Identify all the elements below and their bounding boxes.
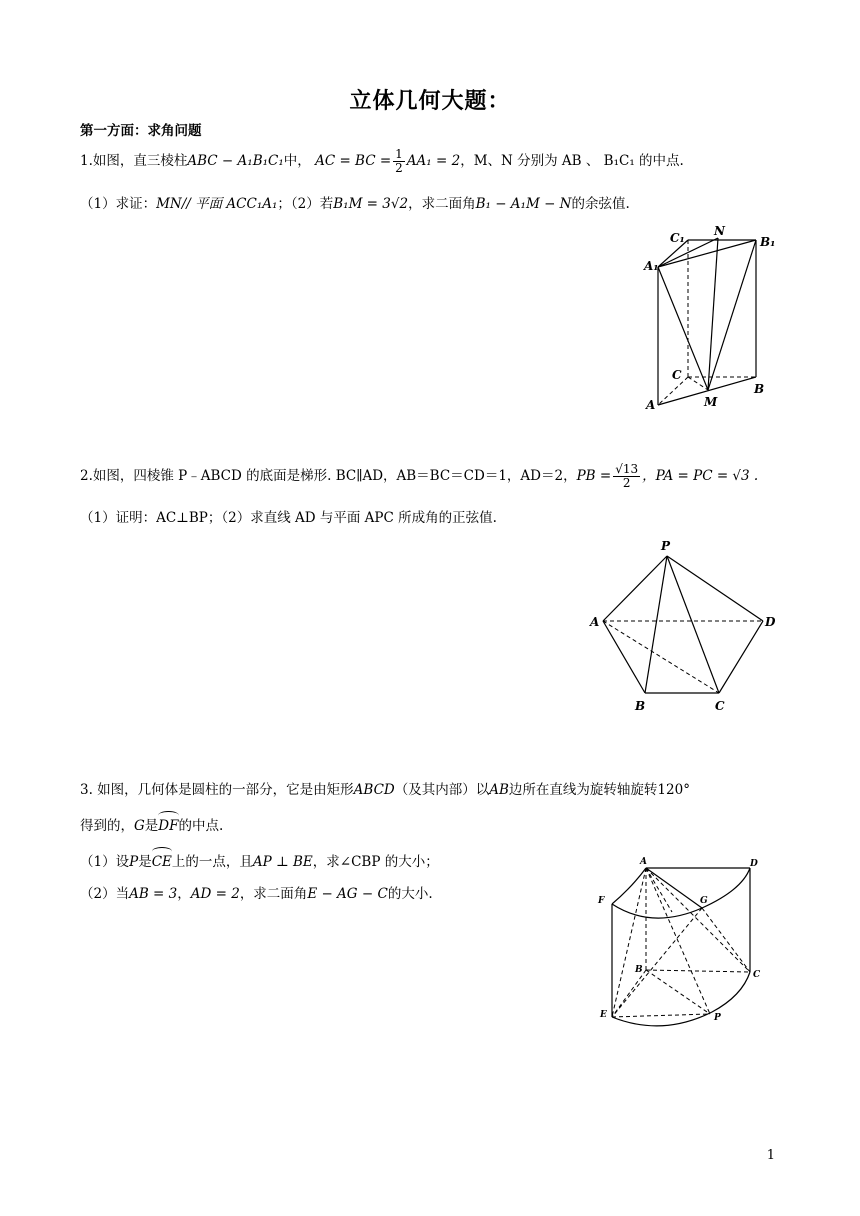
p1-q2-b: ，求二面角 [408, 196, 476, 212]
fig3-label-a: A [640, 857, 647, 867]
section-heading: 第一方面：求角问题 [80, 123, 202, 139]
fig1-label-c1: C₁ [670, 231, 685, 245]
fig3-label-b: B [635, 965, 643, 975]
p3-q2-m2: AD = 2 [190, 886, 240, 902]
p3-line2-a: 得到的， [80, 818, 134, 834]
problem-3-q2 [80, 884, 433, 904]
p2-intro-a: 2.如图，四棱锥 P﹣ABCD 的底面是梯形. BC∥AD，AB＝BC＝CD＝1，AD＝2， [80, 468, 577, 484]
fig3-label-f: F [598, 896, 605, 906]
p1-frac-den: 2 [395, 161, 403, 175]
cylinder-part-figure [592, 852, 772, 1032]
p2-frac-den: 2 [622, 476, 631, 490]
problem-1-questions [80, 194, 630, 214]
p1-eq2: AA₁ = 2 [406, 153, 461, 169]
p3-intro-b: （及其内部）以 [394, 782, 490, 798]
prism-figure [630, 222, 790, 422]
p3-q2-b: ， [177, 886, 191, 902]
p1-q2-math: B₁M = 3√2 [333, 196, 409, 212]
p1-q1: （1）求证： [80, 196, 157, 212]
p3-q2-m3: E − AG − C [307, 886, 388, 902]
p1-q2-c: 的余弦值. [571, 196, 630, 212]
fig1-label-a: A [646, 398, 656, 412]
fig1-label-b: B [754, 382, 765, 396]
p2-fraction [613, 463, 640, 490]
problem-2-question: （1）证明：AC⊥BP；（2）求直线 AD 与平面 APC 所成角的正弦值. [80, 510, 497, 526]
fig1-label-a1: A₁ [644, 259, 659, 273]
p3-q2-c: ，求二面角 [239, 886, 308, 902]
p2-pb-eq: PB = [576, 468, 612, 484]
p3-q1-a: （1）设 [80, 854, 130, 870]
p2-pa-eq: ，PA = PC = √3 . [642, 468, 759, 484]
p3-arc-ce: CE [151, 854, 172, 870]
p3-ab: AB [489, 782, 509, 798]
p1-prism: ABC − A₁B₁C₁ [187, 153, 284, 169]
p1-intro-c: ，M、N 分别为 AB 、 B₁C₁ 的中点. [460, 153, 684, 169]
p3-q1-c: 上的一点，且 [171, 854, 253, 870]
fig2-label-a: A [590, 615, 600, 629]
fig1-label-b1: B₁ [760, 235, 776, 249]
p3-g: G [134, 818, 145, 834]
fig1-label-n: N [714, 224, 725, 238]
fig2-label-d: D [765, 615, 776, 629]
p1-q2-math2: B₁ − A₁M − N [475, 196, 572, 212]
p1-intro-b: 中， [283, 153, 311, 169]
p1-frac-num: 1 [395, 147, 403, 161]
page-title: 立体几何大题： [349, 88, 511, 114]
problem-2-intro [80, 463, 758, 490]
page-number: 1 [766, 1148, 775, 1163]
fig1-label-c: C [672, 368, 682, 382]
p2-frac-num: √13 [615, 462, 639, 476]
fig2-label-b: B [635, 699, 646, 713]
fig2-label-p: P [661, 539, 671, 553]
p1-eq: AC = BC = [315, 153, 392, 169]
p3-arc-df: DF [158, 818, 179, 834]
fig1-label-m: M [704, 395, 718, 409]
p3-q1-b: 是 [138, 854, 152, 870]
fig2-label-c: C [715, 699, 725, 713]
p1-fraction [393, 148, 405, 175]
problem-1-intro [80, 148, 684, 175]
p1-q2-a: ；（2）若 [277, 196, 334, 212]
p3-q2-a: （2）当 [80, 886, 130, 902]
fig3-label-g: G [700, 896, 708, 906]
p3-intro-a: 3. 如图，几何体是圆柱的一部分，它是由矩形 [80, 782, 354, 798]
p3-intro-c: 边所在直线为旋转轴旋转120° [508, 782, 690, 798]
pyramid-figure [585, 536, 785, 716]
p1-intro-a: 1.如图，直三棱柱 [80, 153, 188, 169]
p3-q2-m1: AB = 3 [129, 886, 178, 902]
p3-q1-math: AP ⊥ BE [252, 854, 313, 870]
p3-abcd: ABCD [353, 782, 395, 798]
p3-line2-b: 是 [144, 818, 159, 834]
problem-3-q1 [80, 852, 439, 872]
p3-line2-c: 的中点. [178, 818, 224, 834]
fig3-label-d: D [750, 859, 758, 869]
p3-q2-d: 的大小. [387, 886, 433, 902]
p3-q1-d: ，求∠CBP 的大小； [312, 854, 439, 870]
problem-3-line2 [80, 816, 223, 836]
fig3-label-p: P [714, 1013, 721, 1023]
fig3-label-e: E [600, 1010, 607, 1020]
p3-p: P [129, 854, 139, 870]
fig3-label-c: C [753, 970, 761, 980]
problem-3-line1 [80, 780, 690, 800]
p1-q1-math: MN// 平面 ACC₁A₁ [156, 196, 278, 212]
